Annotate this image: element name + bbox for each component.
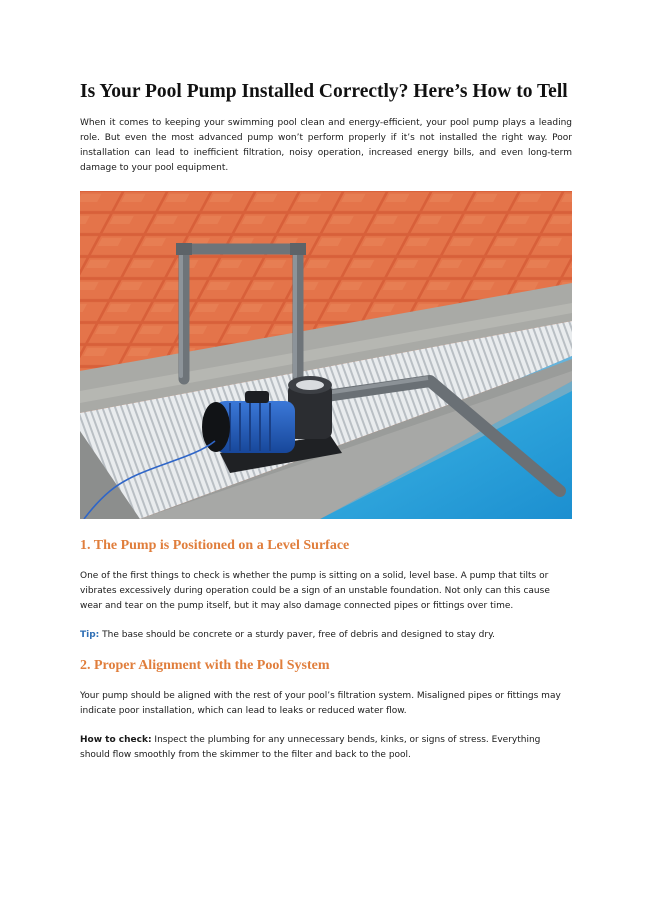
- page-title: Is Your Pool Pump Installed Correctly? Here’s How to Tell: [80, 81, 568, 102]
- tip-text: The base should be concrete or a sturdy paver, free of debris and designed to stay dry.: [99, 630, 495, 640]
- section-body-alignment: Your pump should be aligned with the rest of your pool’s filtration system. Misaligned pipes or fittings may indicate poor installation, which can lead to leaks or reduced water flow.: [80, 691, 561, 716]
- section-heading-level-surface: 1. The Pump is Positioned on a Level Surface: [80, 538, 350, 553]
- tip-label: Tip:: [80, 630, 100, 640]
- pool-pump-photo: [80, 191, 572, 519]
- how-to-check-text: Inspect the plumbing for any unnecessary bends, kinks, or signs of stress. Everything should flow smoothly from the skimmer to the filter and back to the pool.: [80, 735, 541, 760]
- how-to-check-paragraph: [80, 733, 572, 763]
- section-body-level-surface: One of the first things to check is whether the pump is sitting on a solid, level base. A pump that tilts or vibrates excessively during operation could be a sign of an unstable foundation. Not only can this cause wear and tear on the pump itself, but it may also damage connected pipes or fittings over time.: [80, 571, 550, 611]
- article: [80, 80, 572, 777]
- how-to-check-label: How to check:: [80, 735, 152, 745]
- intro-paragraph: When it comes to keeping your swimming pool clean and energy-efficient, your pool pump plays a leading role. But even the most advanced pump won’t perform properly if it’s not installed the right way. Poor installation can lead to inefficient filtration, noisy operation, increased energy bills, and even long-term damage to your pool equipment.: [80, 118, 572, 173]
- tip-paragraph: [80, 628, 572, 643]
- section-heading-alignment: 2. Proper Alignment with the Pool System: [80, 658, 330, 673]
